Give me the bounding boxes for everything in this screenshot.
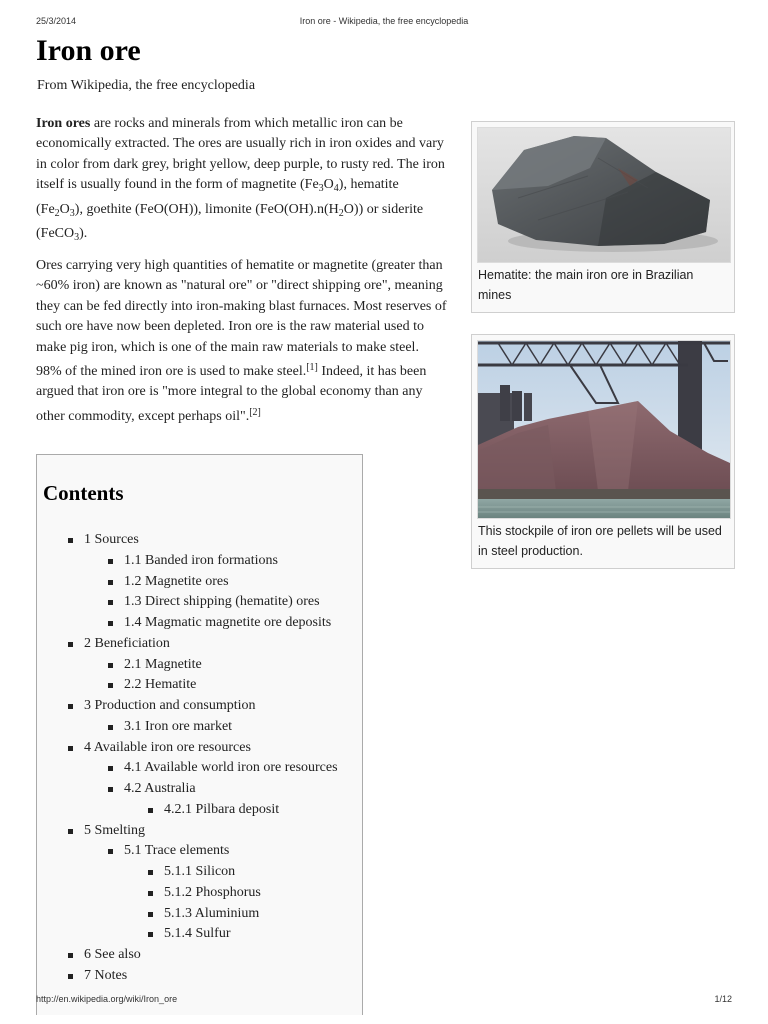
hematite-image[interactable] bbox=[477, 127, 731, 263]
figure-caption: Hematite: the main iron ore in Brazilian mines bbox=[478, 268, 694, 302]
table-of-contents bbox=[36, 454, 363, 1015]
toc-title: Contents bbox=[43, 481, 124, 505]
toc-item[interactable]: 5.1.1 Silicon bbox=[164, 862, 235, 882]
print-page-title: Iron ore - Wikipedia, the free encyclopedia bbox=[299, 16, 469, 26]
toc-item[interactable]: 2 Beneficiation bbox=[84, 634, 170, 654]
toc-item[interactable]: 5.1.4 Sulfur bbox=[164, 924, 231, 944]
term-bold: Iron ores bbox=[36, 116, 91, 131]
intro-paragraph: Iron ores are rocks and minerals from which metallic iron can be economically extracted. The ores are usually rich in iron oxides and vary in color from dark grey, bright yellow, deep purple, to rusty red. The iron itself is usually found in the form of magnetite $(Fe_3O_4)$, hematite $(Fe_2O_3)$, goethite (FeO(OH)), limonite $(FeO(OH).n(H_2O))$ or siderite (FeCO$_3$). bbox=[36, 116, 445, 244]
print-url: http://en.wikipedia.org/wiki/Iron_ore bbox=[36, 994, 178, 1004]
site-tagline: From Wikipedia, the free encyclopedia bbox=[37, 78, 256, 93]
reference-link[interactable]: [2] bbox=[249, 406, 261, 418]
toc-item[interactable]: 5.1.2 Phosphorus bbox=[164, 883, 261, 903]
toc-item[interactable]: 1.1 Banded iron formations bbox=[124, 551, 278, 571]
figure-caption: This stockpile of iron ore pellets will be used in steel production. bbox=[478, 524, 722, 558]
toc-item[interactable]: 1.4 Magmatic magnetite ore deposits bbox=[124, 613, 331, 633]
toc-item[interactable]: 2.1 Magnetite bbox=[124, 655, 202, 675]
toc-item[interactable]: 2.2 Hematite bbox=[124, 675, 196, 695]
second-paragraph: Ores carrying very high quantities of hematite or magnetite (greater than ~60% iron) are known as "natural ore" or "direct shipping ore", meaning they can be fed directly into iron-making blast furnaces. Most reserves of such ore have now been depleted. Iron ore is the raw material used to make pig iron, which is one of the main raw materials to make steel. 98% of the mined iron ore is used to make steel.[1] Indeed, it has been argued that iron ore is "more integral to the global economy than any other commodity, except perhaps oil".[2] bbox=[36, 258, 447, 424]
toc-item[interactable]: 7 Notes bbox=[84, 966, 127, 986]
print-date: 25/3/2014 bbox=[36, 16, 77, 26]
stockpile-figure bbox=[471, 334, 735, 569]
page-title: Iron ore bbox=[36, 34, 141, 67]
toc-item[interactable]: 3 Production and consumption bbox=[84, 696, 256, 716]
toc-item[interactable]: 1.3 Direct shipping (hematite) ores bbox=[124, 592, 320, 612]
reference-link[interactable]: [1] bbox=[306, 362, 318, 374]
toc-item[interactable]: 3.1 Iron ore market bbox=[124, 717, 232, 737]
stockpile-image[interactable] bbox=[477, 340, 731, 519]
toc-item[interactable]: 5.1.3 Aluminium bbox=[164, 904, 259, 924]
print-page-number: 1/12 bbox=[714, 994, 732, 1004]
toc-item[interactable]: 1.2 Magnetite ores bbox=[124, 572, 229, 592]
toc-item[interactable]: 4.2 Australia bbox=[124, 779, 196, 799]
toc-item[interactable]: 5 Smelting bbox=[84, 821, 145, 841]
hematite-figure bbox=[471, 121, 735, 313]
toc-item[interactable]: 6 See also bbox=[84, 945, 141, 965]
toc-item[interactable]: 1 Sources bbox=[84, 530, 139, 550]
toc-item[interactable]: 4 Available iron ore resources bbox=[84, 738, 251, 758]
toc-item[interactable]: 4.1 Available world iron ore resources bbox=[124, 758, 338, 778]
toc-item[interactable]: 5.1 Trace elements bbox=[124, 841, 229, 861]
toc-item[interactable]: 4.2.1 Pilbara deposit bbox=[164, 800, 279, 820]
